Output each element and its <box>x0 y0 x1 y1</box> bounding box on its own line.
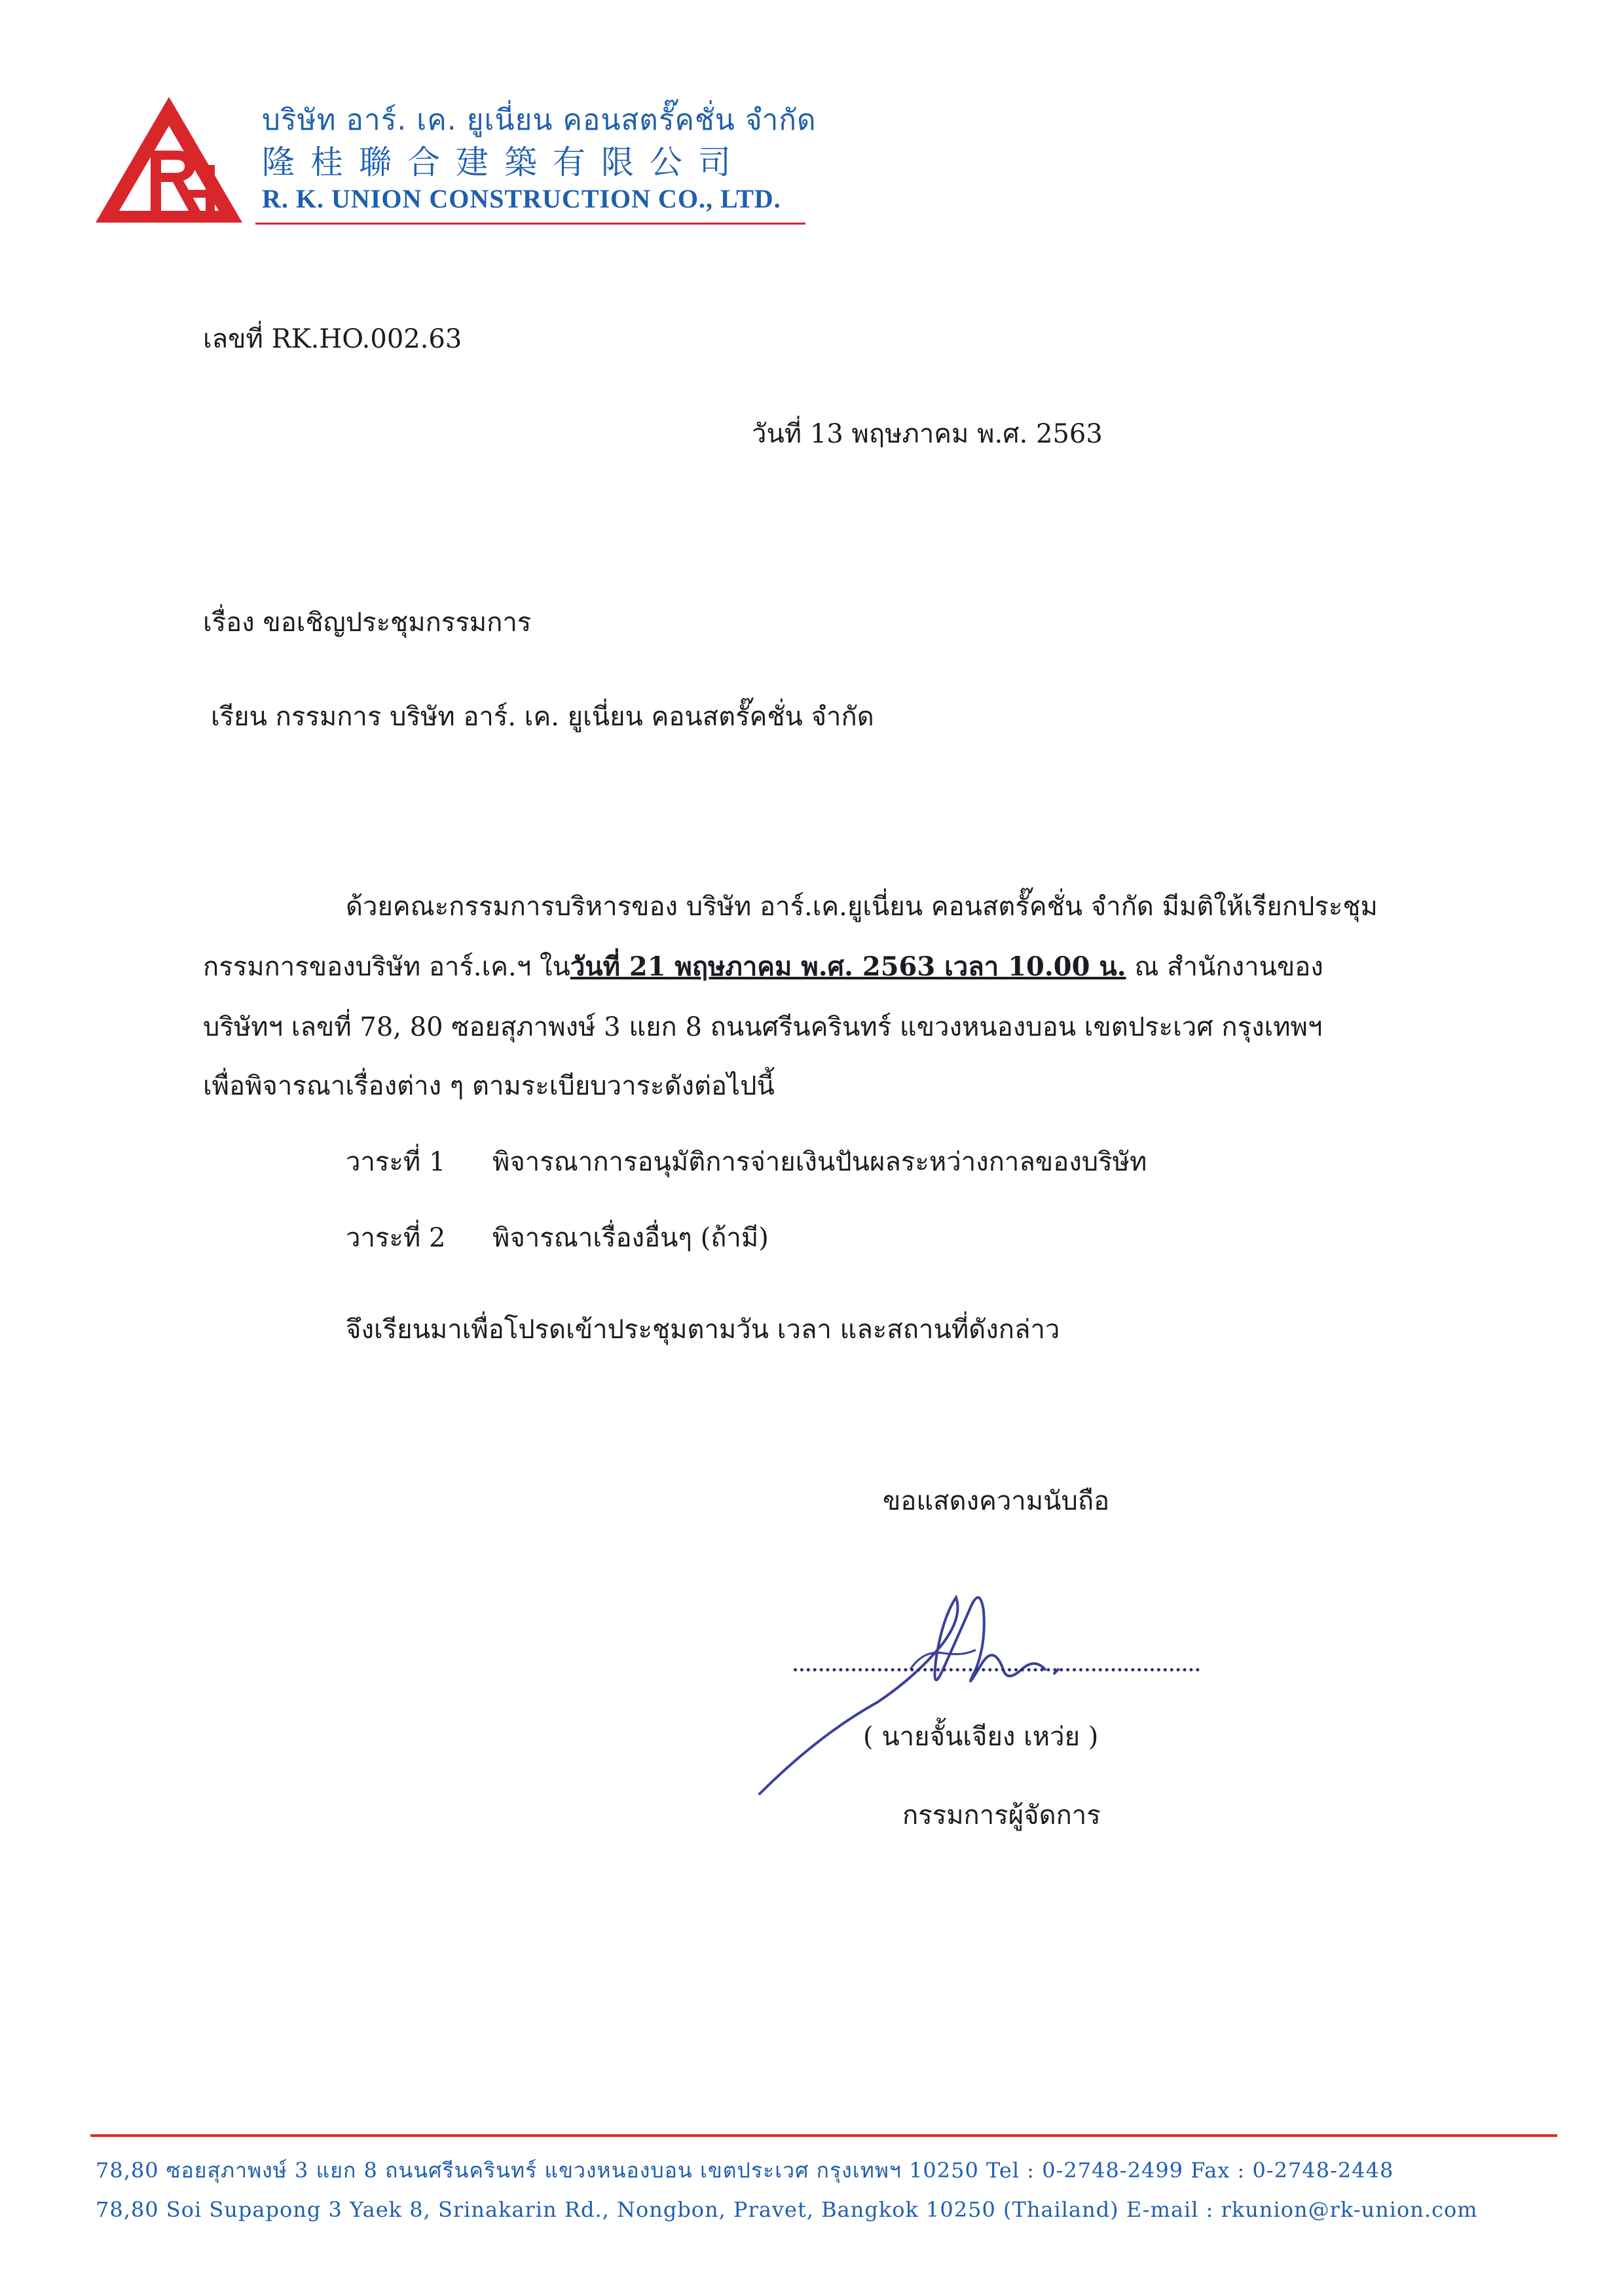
agenda-item-2-number: วาระที่ 2 <box>346 1223 446 1253</box>
agenda-item-1-text: พิจารณาการอนุมัติการจ่ายเงินปันผลระหว่างกาลของบริษัท <box>492 1147 1147 1177</box>
body-line-2 <box>203 945 1323 987</box>
reference-number: เลขที่ RK.HO.002.63 <box>203 324 462 354</box>
company-name-thai: บริษัท อาร์. เค. ยูเนี่ยน คอนสตรั๊คชั่น จำกัด <box>262 103 817 137</box>
regards-line: ขอแสดงความนับถือ <box>883 1486 1110 1516</box>
handwritten-signature <box>747 1571 1113 1807</box>
agenda-item-1-number: วาระที่ 1 <box>346 1147 446 1177</box>
body-line-2-prefix: กรรมการของบริษัท อาร์.เค.ฯ ใน <box>203 952 570 982</box>
letterhead-divider <box>255 223 805 225</box>
signature-dotted-line <box>794 1662 1200 1671</box>
footer-address-thai: 78,80 ซอยสุภาพงษ์ 3 แยก 8 ถนนศรีนครินทร์ แขวงหนองบอน เขตประเวศ กรุงเทพฯ 10250 Tel : 0-2748-2499 Fax : 0-2748-2448 <box>96 2158 1394 2183</box>
letter-date: วันที่ 13 พฤษภาคม พ.ศ. 2563 <box>752 419 1103 449</box>
company-name-chinese: 隆桂聯合建築有限公司 <box>262 143 747 181</box>
company-logo-icon <box>90 92 248 229</box>
agenda-item-2-text: พิจารณาเรื่องอื่นๆ (ถ้ามี) <box>492 1223 769 1253</box>
body-line-3: บริษัทฯ เลขที่ 78, 80 ซอยสุภาพงษ์ 3 แยก 8 ถนนศรีนครินทร์ แขวงหนองบอน เขตประเวศ กรุงเทพฯ <box>203 1012 1323 1042</box>
signer-name: ( นายจั้นเจียง เหว่ย ) <box>863 1722 1099 1752</box>
company-name-english: R. K. UNION CONSTRUCTION CO., LTD. <box>262 184 781 213</box>
meeting-datetime: วันที่ 21 พฤษภาคม พ.ศ. 2563 เวลา 10.00 น. <box>570 951 1126 982</box>
body-line-2-suffix: ณ สำนักงานของ <box>1126 952 1323 982</box>
footer-divider <box>90 2134 1557 2137</box>
signer-position: กรรมการผู้จัดการ <box>902 1800 1101 1831</box>
footer-address-english: 78,80 Soi Supapong 3 Yaek 8, Srinakarin Rd., Nongbon, Pravet, Bangkok 10250 (Thailand) E-mail : rkunion@rk-union.com <box>96 2197 1478 2222</box>
body-line-4: เพื่อพิจารณาเรื่องต่าง ๆ ตามระเบียบวาระดังต่อไปนี้ <box>203 1071 775 1101</box>
addressee-line: เรียน กรรมการ บริษัท อาร์. เค. ยูเนี่ยน คอนสตรั๊คชั่น จำกัด <box>211 702 874 732</box>
closing-sentence: จึงเรียนมาเพื่อโปรดเข้าประชุมตามวัน เวลา และสถานที่ดังกล่าว <box>346 1315 1060 1345</box>
body-line-1: ด้วยคณะกรรมการบริหารของ บริษัท อาร์.เค.ยูเนี่ยน คอนสตรั๊คชั่น จำกัด มีมติให้เรียกประชุม <box>346 892 1378 922</box>
subject-line: เรื่อง ขอเชิญประชุมกรรมการ <box>203 608 532 638</box>
